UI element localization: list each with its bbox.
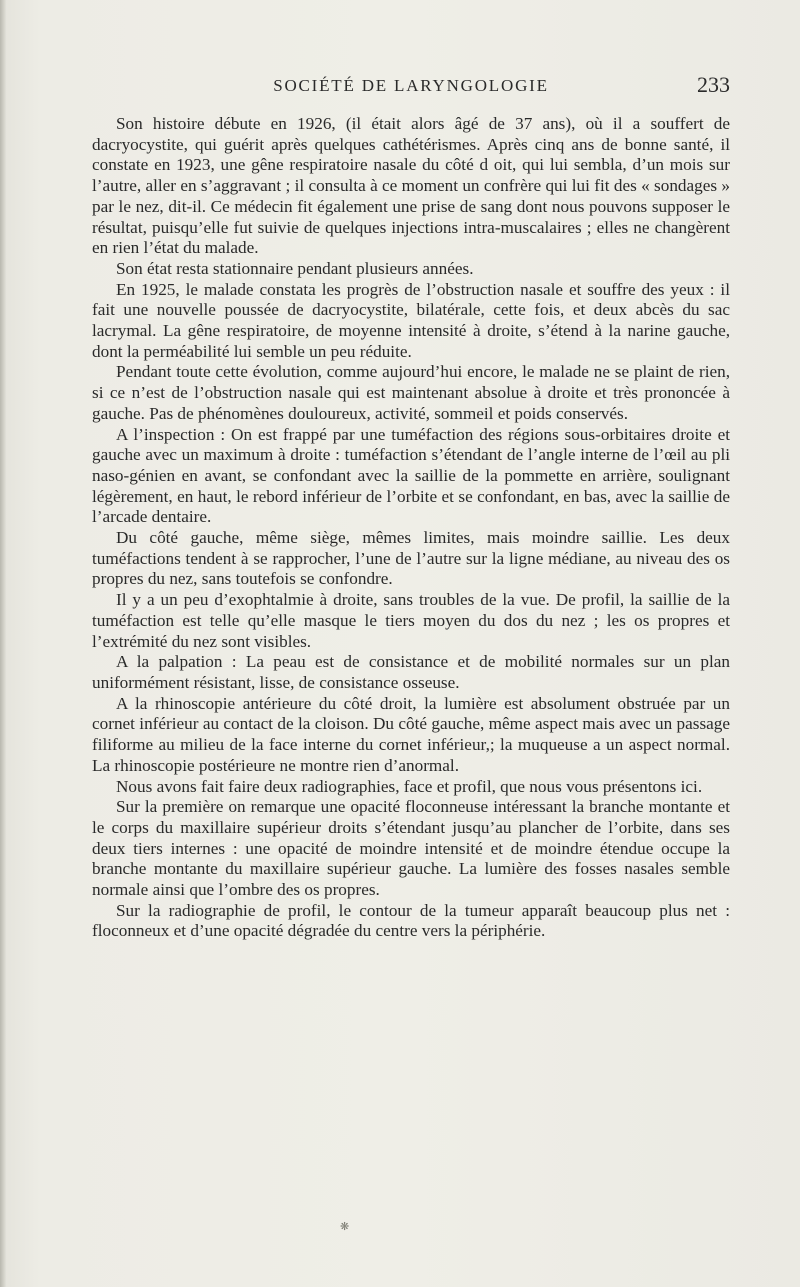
body-text — [92, 114, 730, 942]
paragraph: Son histoire débute en 1926, (il était alors âgé de 37 ans), où il a souffert de dacryocystite, qui guérit après quelques cathétérismes. Après cinq ans de bonne santé, il constate en 1923, une gêne respiratoire nasale du côté d oit, qui lui sembla, d’un mois sur l’autre, aller en s’aggravant ; il consulta à ce moment un confrère qui lui fit des « sondages » par le nez, dit-il. Ce médecin fit également une prise de sang dont nous pouvons supposer le résultat, puisqu’elle fut suivie de quelques injections intra-muscalaires ; elles ne changèrent en rien l’état du malade. — [92, 114, 730, 258]
page-number: 233 — [697, 72, 730, 97]
paragraph: Sur la radiographie de profil, le contour de la tumeur apparaît beaucoup plus net : floconneux et d’une opacité dégradée du centre vers la périphérie. — [92, 900, 730, 941]
paragraph: Pendant toute cette évolution, comme aujourd’hui encore, le malade ne se plaint de rien, si ce n’est de l’obstruction nasale qui est maintenant absolue à droite et très prononcée à gauche. Pas de phénomènes douloureux, activité, sommeil et poids conservés. — [92, 362, 730, 423]
paragraph: Du côté gauche, même siège, mêmes limites, mais moindre saillie. Les deux tuméfactions tendent à se rapprocher, l’une de l’autre sur la ligne médiane, au niveau des os propres du nez, sans toutefois se confondre. — [92, 528, 730, 589]
running-header — [92, 72, 730, 102]
paragraph: Nous avons fait faire deux radiographies, face et profil, que nous vous présentons ici. — [116, 776, 703, 796]
paragraph: A la rhinoscopie antérieure du côté droit, la lumière est absolument obstruée par un cornet inférieur au contact de la cloison. Du côté gauche, même aspect mais avec un passage filiforme au milieu de la face interne du cornet inférieur,; la muqueuse a un aspect normal. La rhinoscopie postérieure ne montre rien d’anormal. — [92, 693, 730, 775]
page-spine — [0, 0, 6, 1287]
paragraph: En 1925, le malade constata les progrès de l’obstruction nasale et souffre des yeux : il fait une nouvelle poussée de dacryocystite, bilatérale, cette fois, et deux abcès du sac lacrymal. La gêne respiratoire, de moyenne intensité à droite, s’étend à la narine gauche, dont la perméabilité lui semble un peu réduite. — [92, 279, 730, 361]
paragraph: Sur la première on remarque une opacité floconneuse intéressant la branche montante et le corps du maxillaire supérieur droits s’étendant jusqu’au plancher de l’orbite, dans ses deux tiers internes : une opacité de moindre intensité et de moindre étendue occupe la branche montante du maxillaire supérieur gauche. La lumière des fosses nasales semble normale ainsi que l’ombre des os propres. — [92, 797, 730, 900]
paragraph: Il y a un peu d’exophtalmie à droite, sans troubles de la vue. De profil, la saillie de la tuméfaction est telle qu’elle masque le tiers moyen du dos du nez ; les os propres et l’extrémité du nez sont visibles. — [92, 590, 730, 651]
ink-speck-mark: ❋ — [340, 1220, 350, 1233]
paragraph: A la palpation : La peau est de consistance et de mobilité normales sur un plan uniformément résistant, lisse, de consistance osseuse. — [92, 652, 730, 692]
running-title: SOCIÉTÉ DE LARYNGOLOGIE — [273, 76, 549, 95]
paragraph: A l’inspection : On est frappé par une tuméfaction des régions sous-orbitaires droite et gauche avec un maximum à droite : tuméfaction s’étendant de l’angle interne de l’œil au pli naso-génien en avant, se confondant avec la saillie de la pommette en arrière, soulignant légèrement, en haut, le rebord inférieur de l’orbite et se confondant, en bas, avec la saillie de l’arcade dentaire. — [92, 424, 730, 527]
paragraph: Son état resta stationnaire pendant plusieurs années. — [116, 258, 474, 278]
